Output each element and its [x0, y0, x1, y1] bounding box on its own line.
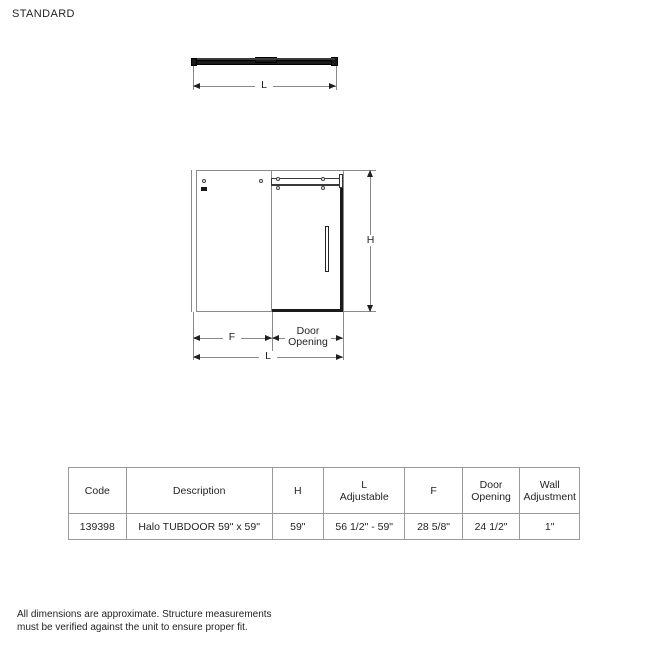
header-text: Door	[479, 478, 503, 491]
h-dimension-label: H	[362, 235, 379, 246]
roller-wheel-icon	[276, 186, 280, 190]
panel-clamp-icon	[201, 187, 207, 191]
spec-table	[68, 467, 580, 540]
cell-h: 59"	[272, 514, 323, 540]
track-right-endcap	[339, 174, 343, 188]
table-header-row	[69, 468, 580, 514]
disclaimer-line-1: All dimensions are approximate. Structure measurements	[17, 609, 272, 620]
l-arrow-left-icon	[193, 354, 200, 360]
h-arrow-up-icon	[367, 170, 373, 177]
header-text: H	[294, 484, 302, 497]
cell-f: 28 5/8"	[405, 514, 462, 540]
bottom-witness-right	[343, 312, 344, 360]
door-panel-bottom-edge	[272, 309, 343, 312]
l-dimension-label: L	[259, 351, 277, 362]
panel-bracket-icon	[202, 179, 206, 183]
f-arrow-left-icon	[193, 335, 200, 341]
roller-wheel-icon	[276, 177, 280, 181]
l-arrow-right-icon	[336, 354, 343, 360]
panel-bracket-icon	[259, 179, 263, 183]
cell-code: 139398	[69, 514, 127, 540]
door-handle	[325, 226, 329, 272]
plan-dimension-label-l: L	[255, 80, 273, 91]
door-opening-label-line2: Opening	[288, 336, 328, 348]
door-panel-right-edge	[340, 178, 343, 312]
table-header-l-adjustable	[324, 468, 405, 514]
table-header-wall-adjustment	[520, 468, 580, 514]
header-text: L	[361, 478, 368, 491]
cell-wall-adjustment: 1"	[520, 514, 580, 540]
door-opening-arrow-right-icon	[336, 335, 343, 341]
cell-l-adjustable: 56 1/2" - 59"	[324, 514, 405, 540]
h-arrow-down-icon	[367, 305, 373, 312]
door-opening-label-line1: Door	[296, 325, 320, 337]
fixed-glass-panel	[196, 170, 272, 312]
header-subtext: Adjustment	[523, 490, 576, 503]
table-header-description	[126, 468, 272, 514]
table-header-code	[69, 468, 127, 514]
page-title: STANDARD	[12, 8, 75, 20]
disclaimer-line-2: must be verified against the unit to ensure proper fit.	[17, 622, 248, 633]
header-track-inner-line	[272, 184, 342, 185]
table-header-h	[272, 468, 323, 514]
header-subtext: Adjustable	[339, 490, 389, 503]
f-dimension-label: F	[223, 332, 241, 343]
f-arrow-right-icon	[265, 335, 272, 341]
wall-jamb-outer-line	[191, 170, 192, 312]
header-text: Description	[172, 484, 226, 497]
header-text: Code	[84, 484, 110, 497]
sliding-door-panel	[271, 170, 344, 312]
table-header-door-opening	[462, 468, 520, 514]
table-row	[69, 514, 580, 540]
roller-wheel-icon	[321, 186, 325, 190]
door-opening-dimension-label	[285, 326, 331, 348]
roller-wheel-icon	[321, 177, 325, 181]
cell-door-opening: 24 1/2"	[462, 514, 520, 540]
door-opening-arrow-left-icon	[272, 335, 279, 341]
header-subtext: Opening	[471, 490, 511, 503]
header-text: F	[430, 484, 437, 497]
disclaimer-note	[17, 608, 347, 634]
cell-description: Halo TUBDOOR 59" x 59"	[126, 514, 272, 540]
header-text: Wall	[539, 478, 560, 491]
table-header-f	[405, 468, 462, 514]
